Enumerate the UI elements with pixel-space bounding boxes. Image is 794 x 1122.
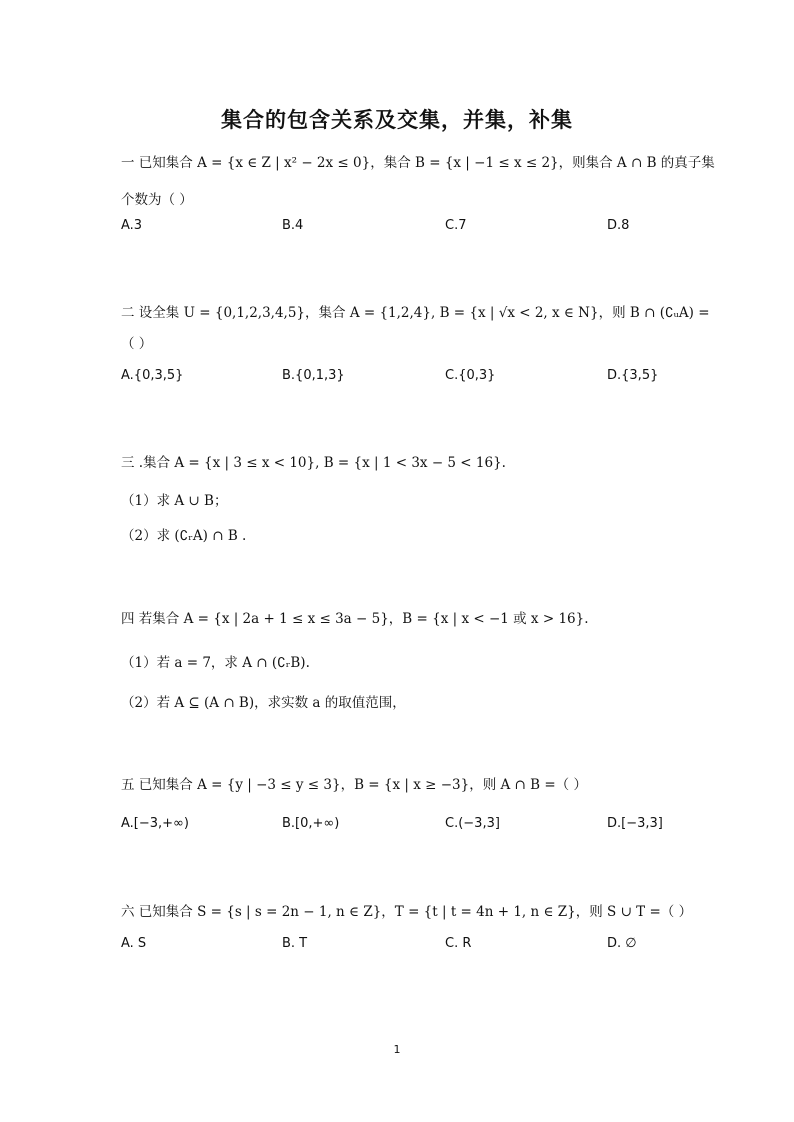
q3-sub2: （2）求 (∁ᵣA) ∩ B .: [121, 528, 247, 544]
page-number: 1: [393, 1043, 401, 1056]
q1-stem-line1: 一 已知集合 A = {x ∈ Z | x² − 2x ≤ 0}，集合 B = {x | −1 ≤ x ≤ 2}，则集合 A ∩ B 的真子集: [121, 155, 715, 171]
q1-option-c: C.7: [445, 218, 467, 233]
q1-option-a: A.3: [121, 218, 143, 233]
q4-sub1: （1）若 a = 7，求 A ∩ (∁ᵣB).: [121, 655, 310, 671]
q1-option-b: B.4: [282, 218, 304, 233]
q2-option-d: D.{3,5}: [607, 368, 659, 383]
q5-option-c: C.(−3,3]: [445, 816, 500, 831]
page-title: 集合的包含关系及交集，并集，补集: [221, 108, 573, 132]
q5-option-b: B.[0,+∞): [282, 816, 340, 831]
q6-option-d: D. ∅: [607, 936, 637, 951]
q6-stem: 六 已知集合 S = {s | s = 2n − 1, n ∈ Z}，T = {t | t = 4n + 1, n ∈ Z}，则 S ∪ T =（ ）: [121, 904, 693, 920]
q4-stem: 四 若集合 A = {x | 2a + 1 ≤ x ≤ 3a − 5}，B = {x | x < −1 或 x > 16}.: [121, 611, 589, 627]
q2-option-c: C.{0,3}: [445, 368, 496, 383]
q3-sub1: （1）求 A ∪ B；: [121, 493, 228, 509]
q6-option-a: A. S: [121, 936, 147, 951]
q2-option-b: B.{0,1,3}: [282, 368, 345, 383]
q5-stem: 五 已知集合 A = {y | −3 ≤ y ≤ 3}，B = {x | x ≥ −3}，则 A ∩ B =（ ）: [121, 777, 587, 793]
q5-option-a: A.[−3,+∞): [121, 816, 189, 831]
q1-option-d: D.8: [607, 218, 630, 233]
q3-stem: 三 .集合 A = {x | 3 ≤ x < 10}, B = {x | 1 < 3x − 5 < 16}.: [121, 455, 506, 471]
q5-option-d: D.[−3,3]: [607, 816, 663, 831]
q2-stem-line1: 二 设全集 U = {0,1,2,3,4,5}，集合 A = {1,2,4}, B = {x | √x < 2, x ∈ N}，则 B ∩ (∁ᵤA) =: [121, 305, 710, 321]
q6-option-b: B. T: [282, 936, 308, 951]
q1-stem-line2: 个数为（ ）: [121, 192, 193, 208]
q2-option-a: A.{0,3,5}: [121, 368, 184, 383]
q4-sub2: （2）若 A ⊆ (A ∩ B)，求实数 a 的取值范围，: [121, 695, 406, 711]
q2-stem-line2: （ ）: [121, 336, 153, 352]
q6-option-c: C. R: [445, 936, 472, 951]
